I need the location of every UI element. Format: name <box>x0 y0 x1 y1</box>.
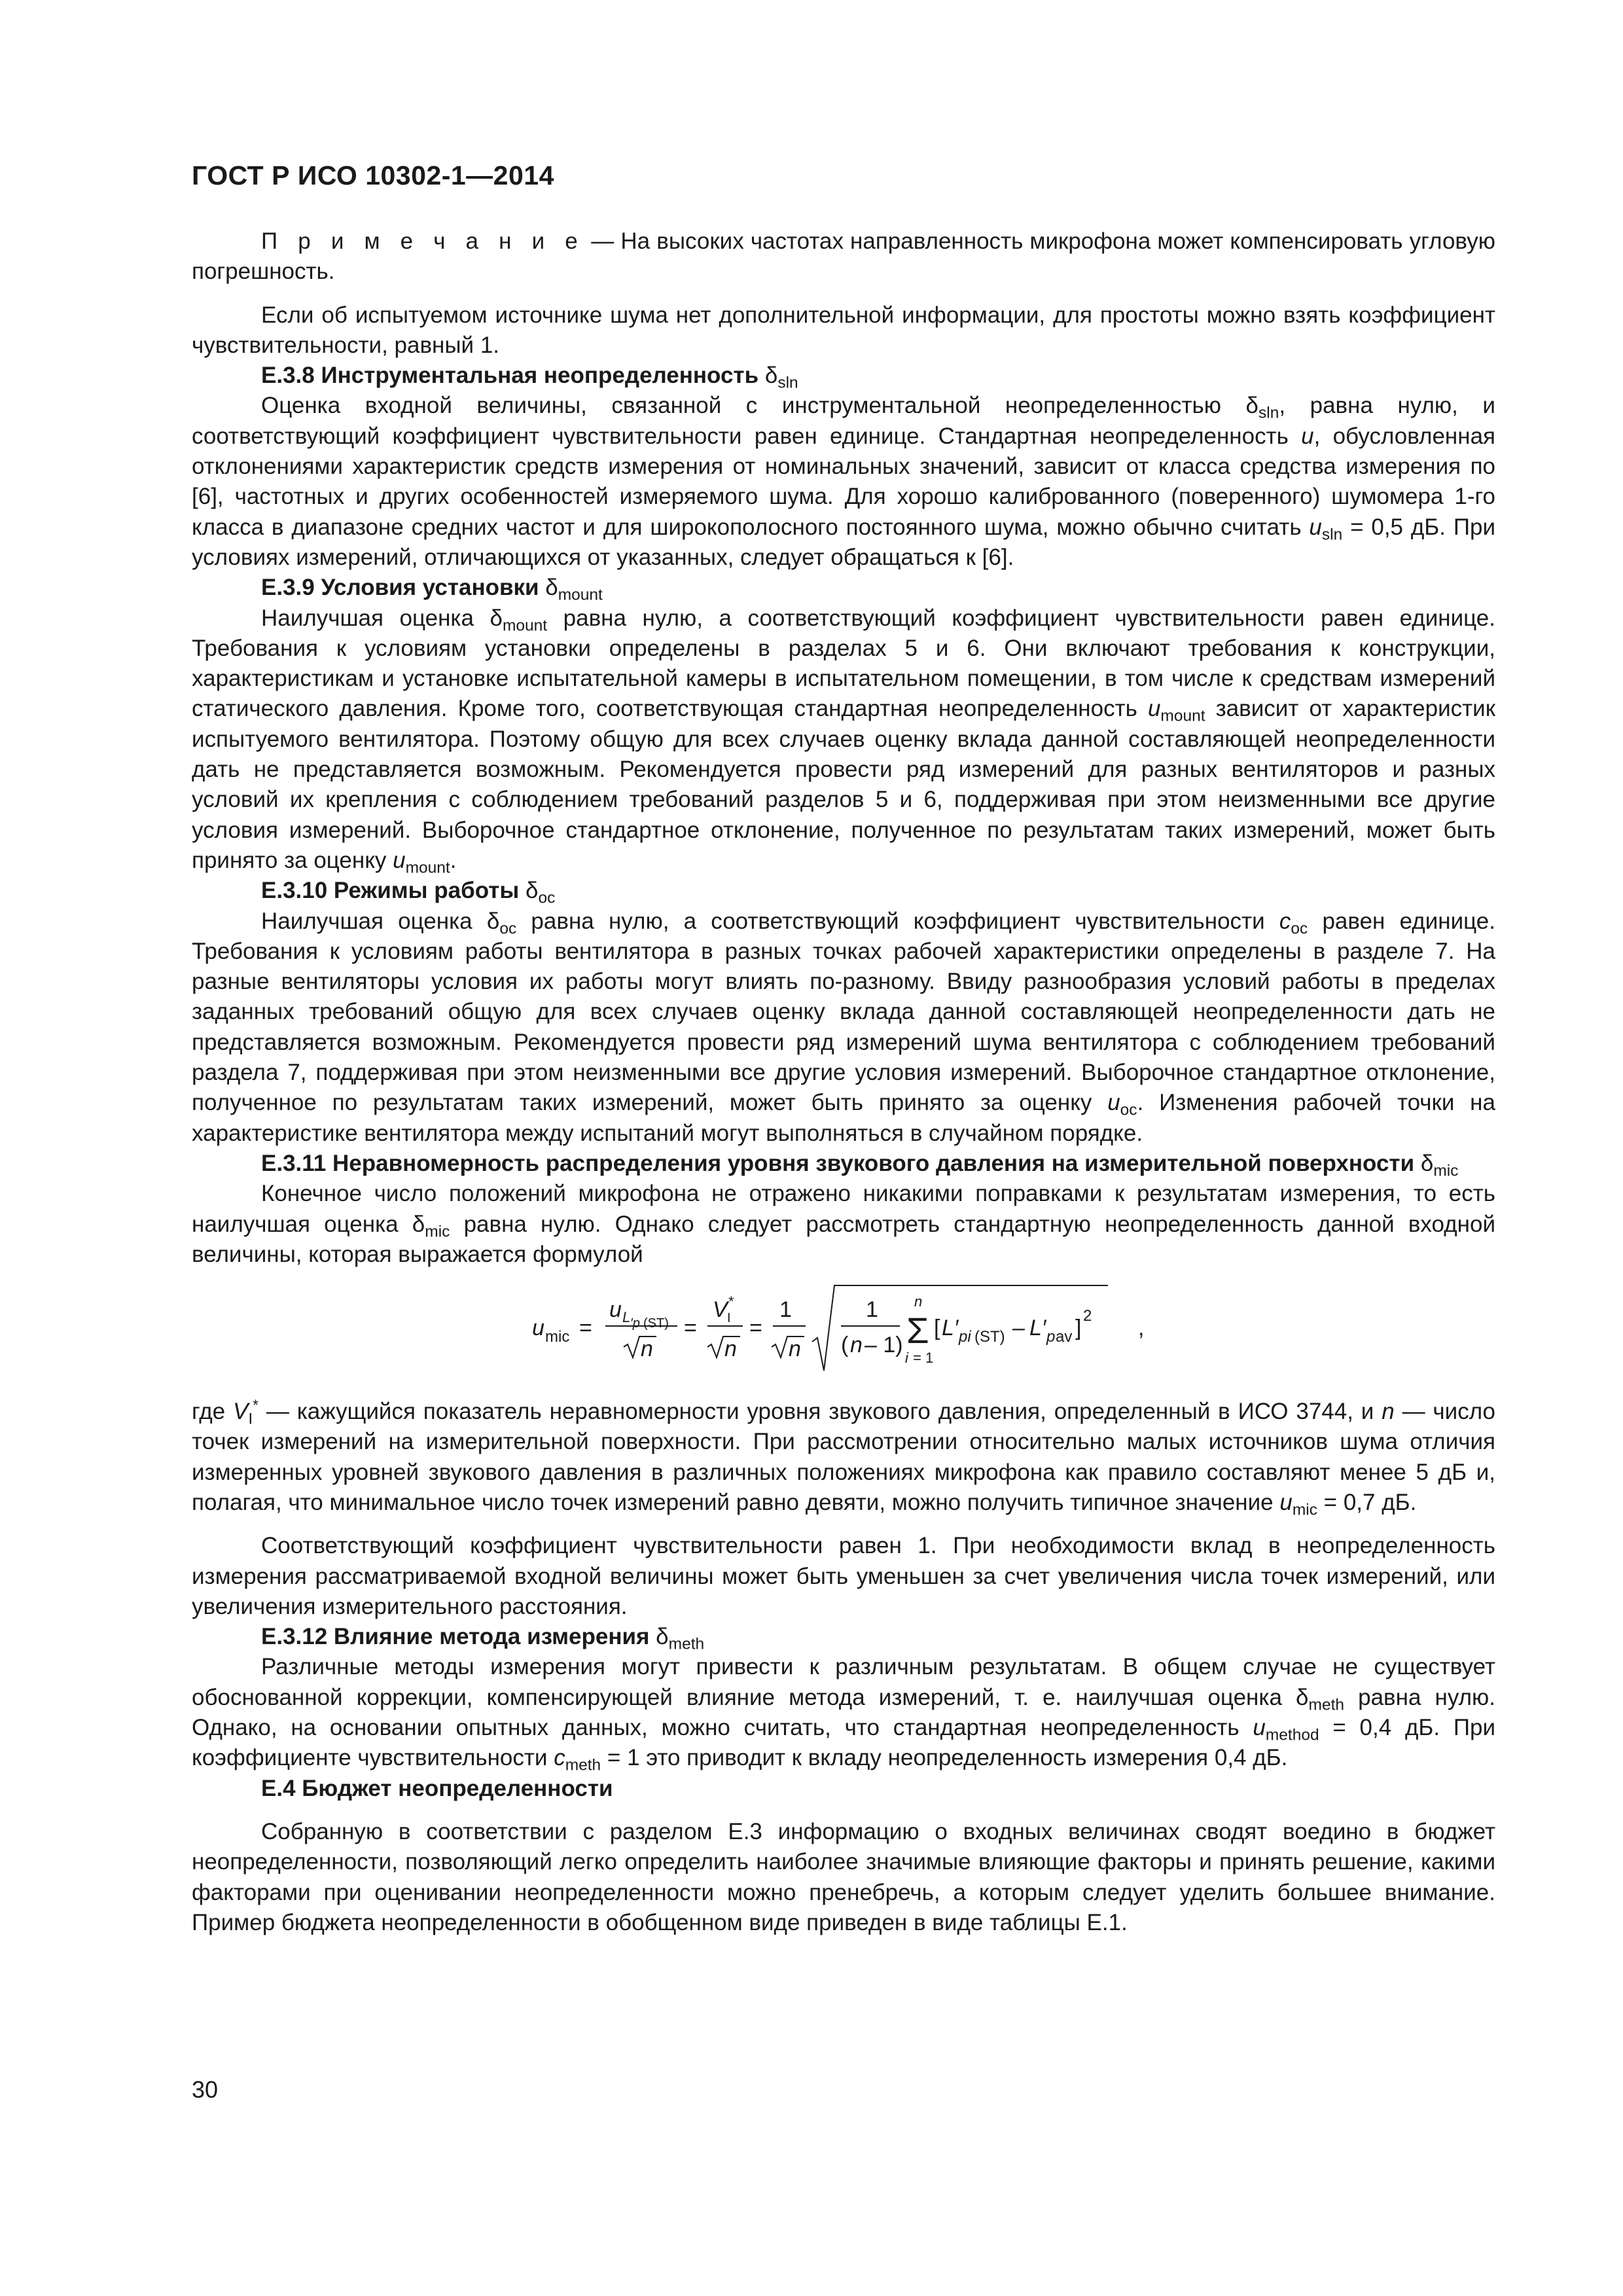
svg-text:=: = <box>684 1316 697 1341</box>
svg-text:i: i <box>905 1350 908 1367</box>
section-e4-heading: Е.4 Бюджет неопределенности <box>261 1775 613 1801</box>
svg-text:2: 2 <box>1083 1307 1092 1325</box>
svg-text:= 1: = 1 <box>913 1350 934 1367</box>
e312-text-2: равна нулю. Однако, на основании опытных данных, можно считать, что стандартная неопределенность <box>192 1684 1495 1741</box>
formula-where-paragraph: где $V_I^*$ — кажущийся показатель неравномерности уровня звукового давления, определенный в ИСО 3744, и n — число точек измерений на измерительной поверхности. При рассмотрении относительно малых источников шума отличия измеренных уровней звукового давления в различных положениях микрофона как правило составляют менее 5 дБ и, полагая, что минимальное число точек измерений равно девяти, можно получить типичное значение $u_{mic} = 0,7$ дБ. <box>192 1396 1496 1519</box>
svg-text:pi: pi <box>959 1328 971 1346</box>
note-label: П р и м е ч а н и е <box>261 228 585 254</box>
section-e4-paragraph: Собранную в соответствии с разделом Е.3 информацию о входных величинах сводят воедино в бюджет неопределенности, позволяющий легко определить наиболее значимые влияющие факторы и принять решение, какими факторами при оценивании неопределенности можно пренебречь, а которым следует уделить большее внимание. Пример бюджета неопределенности в обобщенном виде приведен в виде таблицы Е.1. <box>192 1818 1495 1935</box>
e38-text-4: = 0,5 дБ. При условиях измерений, отличающихся от указанных, следует обращаться к [6]. <box>192 514 1496 570</box>
e312-text-4: = 1 это приводит к вкладу неопределенность измерения 0,4 дБ. <box>601 1745 1288 1771</box>
e310-text-3: равен единице. Требования к условиям работы вентилятора в разных точках рабочей характеристики определены в разделе 7. На разные вентиляторы условия их работы могут влиять по-разному. Ввиду разнообразия условий работы в пределах заданных требований общую для всех случаев оценку вклада данной составляющей неопределенности дать не представляется возможным. Рекомендуется провести ряд измерений шума вентилятора с соблюдением требований раздела 7, поддерживая при этом неизменными все другие условия измерений. Выборочное стандартное отклонение, полученное по результатам таких измерений, может быть принято за оценку <box>192 908 1495 1116</box>
section-e38-paragraph: Оценка входной величины, связанной с инструментальной неопределенностью $\delta_{sln}$, равна нулю, и соответствующий коэффициент чувствительности равен единице. Стандартная неопределенность u, обусловленная отклонениями характеристик средств измерения от номинальных значений, зависит от класса средства измерения по [6], частотных и других особенностей измеряемого шума. Для хорошо калиброванного (поверенного) шумомера 1-го класса в диапазоне средних частот и для широкополосного постоянного шума, можно обычно считать $u_{sln} = 0,5$ дБ. При условиях измерений, отличающихся от указанных, следует обращаться к [6]. <box>192 393 1496 570</box>
svg-text:n: n <box>724 1336 737 1362</box>
u-mic-formula <box>532 1279 1383 1377</box>
page-number: 30 <box>192 2076 219 2103</box>
svg-text:1: 1 <box>779 1297 792 1323</box>
svg-text:(: ( <box>841 1333 849 1358</box>
where-text-2: — число точек измерений на измерительной поверхности. При рассмотрении относительно малых источников шума отличия измеренных уровней звукового давления в различных положениях микрофона как правило составляют менее 5 дБ и, полагая, что минимальное число точек измерений равно девяти, можно получить типичное значение <box>192 1399 1496 1515</box>
svg-text:– 1): – 1) <box>865 1333 903 1358</box>
section-e311-heading: Е.3.11 Неравномерность распределения уровня звукового давления на измерительной поверхности $\delta_{mic}$ <box>261 1150 1459 1180</box>
svg-text:=: = <box>579 1316 592 1341</box>
svg-text:p: p <box>1046 1328 1056 1346</box>
intro-paragraph: Если об испытуемом источнике шума нет дополнительной информации, для простоты можно взять коэффициент чувствительности, равный 1. <box>192 302 1495 358</box>
svg-text:*: * <box>728 1293 734 1310</box>
page-content <box>192 226 1495 1938</box>
e311-text-1: Конечное число положений микрофона не отражено никакими поправками к результатам измерения, то есть наилучшая оценка <box>192 1181 1495 1237</box>
svg-text:,: , <box>1138 1316 1145 1341</box>
e310-text-4: . Изменения рабочей точки на характеристике вентилятора между испытаний могут выполняться в случайном порядке. <box>192 1090 1495 1146</box>
sensitivity-paragraph: Соответствующий коэффициент чувствительности равен 1. При необходимости вклад в неопределенность измерения рассматриваемой входной величины может быть уменьшен за счет увеличения числа точек измерений, или увеличения измерительного расстояния. <box>192 1533 1495 1619</box>
svg-text:u: u <box>532 1316 544 1341</box>
svg-text:n: n <box>641 1336 653 1362</box>
section-e39-paragraph: Наилучшая оценка $\delta_{mount}$ равна нулю, а соответствующий коэффициент чувствительности равен единице. Требования к условиям установки определены в разделах 5 и 6. Они включают требования к конструкции, характеристикам и установке испытательной камеры в испытательном помещении, в том числе к средствам измерений статического давления. Кроме того, соответствующая стандартная неопределенность $u_{mount}$ зависит от характеристик испытуемого вентилятора. Поэтому общую для всех случаев оценку вклада данной составляющей неопределенности дать не представляется возможным. Рекомендуется провести ряд измерений для разных вентиляторов и разных условий их крепления с соблюдением требований разделов 5 и 6, поддерживая при этом неизменными все другие условия измерений. Выборочное стандартное отклонение, полученное по результатам таких измерений, может быть принято за оценку $u_{mount}$. <box>192 605 1496 877</box>
section-e39-heading: Е.3.9 Условия установки $\delta_{mount}$ <box>261 575 603 604</box>
svg-text:L′: L′ <box>942 1316 959 1341</box>
e39-text-2: равна нулю, а соответствующий коэффициент чувствительности равен единице. Требования к условиям установки определены в разделах 5 и 6. Они включают требования к конструкции, характеристикам и установке испытательной камеры в испытательном помещении, в том числе к средствам измерений статического давления. Кроме того, соответствующая стандартная неопределенность <box>192 605 1495 722</box>
section-e310-heading: Е.3.10 Режимы работы $\delta_{oc}$ <box>261 878 556 907</box>
svg-text:n: n <box>914 1293 923 1310</box>
svg-text:u: u <box>609 1297 622 1323</box>
document-header: ГОСТ Р ИСО 10302-1—2014 <box>192 160 554 190</box>
e38-text-3: , обусловленная отклонениями характеристик средств измерения от номинальных значений, зависит от класса средства измерения по [6], частотных и других особенностей измеряемого шума. Для хорошо калиброванного (поверенного) шумомера 1-го класса в диапазоне средних частот и для широкополосного постоянного шума, можно обычно считать <box>192 423 1495 540</box>
svg-text:]: ] <box>1075 1316 1082 1341</box>
where-text-3: = 0,7 дБ. <box>1317 1489 1417 1515</box>
formula-row <box>192 1279 1495 1377</box>
svg-text:′p: ′p <box>630 1316 640 1331</box>
svg-text:L: L <box>622 1309 631 1326</box>
svg-text:mic: mic <box>545 1328 570 1346</box>
section-e38-heading: Е.3.8 Инструментальная неопределенность $\delta_{sln}$ <box>261 363 798 392</box>
svg-text:(ST): (ST) <box>974 1328 1005 1346</box>
section-e38-title: Е.3.8 Инструментальная неопределенность <box>261 363 759 389</box>
svg-text:[: [ <box>934 1316 940 1341</box>
svg-text:n: n <box>850 1333 863 1358</box>
svg-text:–: – <box>1012 1316 1025 1341</box>
svg-text:I: I <box>727 1311 731 1326</box>
e312-text-3: = 0,4 дБ. При коэффициенте чувствительности <box>192 1715 1495 1771</box>
section-e311-title: Е.3.11 Неравномерность распределения уровня звукового давления на измерительной поверхности <box>261 1150 1415 1176</box>
e39-text-3: зависит от характеристик испытуемого вентилятора. Поэтому общую для всех случаев оценку вклада данной составляющей неопределенности дать не представляется возможным. Рекомендуется провести ряд измерений для разных вентиляторов и разных условий их крепления с соблюдением требований разделов 5 и 6, поддерживая при этом неизменными все другие условия измерений. Выборочное стандартное отклонение, полученное по результатам таких измерений, может быть принято за оценку <box>192 696 1496 873</box>
section-e312-heading: Е.3.12 Влияние метода измерения $\delta_{meth}$ <box>261 1624 705 1653</box>
section-e39-title: Е.3.9 Условия установки <box>261 575 539 601</box>
e312-text-1: Различные методы измерения могут привести к различным результатам. В общем случае не существует обоснованной коррекции, компенсирующей влияние метода измерений, т. е. наилучшая оценка <box>192 1654 1495 1710</box>
e39-text-1: Наилучшая оценка <box>261 605 474 631</box>
section-e311-paragraph: Конечное число положений микрофона не отражено никакими поправками к результатам измерения, то есть наилучшая оценка $\delta_{mic}$ равна нулю. Однако следует рассмотреть стандартную неопределенность данной входной величины, которая выражается формулой <box>192 1181 1495 1267</box>
e39-text-4: . <box>450 847 457 873</box>
note-text: — На высоких частотах направленность микрофона может компенсировать угловую погрешность. <box>192 228 1495 285</box>
section-e310-paragraph: Наилучшая оценка $\delta_{oc}$ равна нулю, а соответствующий коэффициент чувствительности $c_{oc}$ равен единице. Требования к условиям работы вентилятора в разных точках рабочей характеристики определены в разделе 7. На разные вентиляторы условия их работы могут влиять по-разному. Ввиду разнообразия условий работы в пределах заданных требований общую для всех случаев оценку вклада данной составляющей неопределенности дать не представляется возможным. Рекомендуется провести ряд измерений шума вентилятора с соблюдением требований раздела 7, поддерживая при этом неизменными все другие условия измерений. Выборочное стандартное отклонение, полученное по результатам таких измерений, может быть принято за оценку $u_{oc}$. Изменения рабочей точки на характеристике вентилятора между испытаний могут выполняться в случайном порядке. <box>192 908 1495 1146</box>
svg-text:1: 1 <box>866 1297 878 1323</box>
svg-text:=: = <box>749 1316 762 1341</box>
svg-text:av: av <box>1056 1328 1073 1346</box>
svg-text:Σ: Σ <box>906 1310 929 1352</box>
svg-text:(ST): (ST) <box>643 1316 669 1331</box>
svg-text:V: V <box>713 1297 728 1323</box>
svg-text:n: n <box>789 1336 801 1362</box>
section-e312-paragraph: Различные методы измерения могут привести к различным результатам. В общем случае не существует обоснованной коррекции, компенсирующей влияние метода измерений, т. е. наилучшая оценка $\delta_{meth}$ равна нулю. Однако, на основании опытных данных, можно считать, что стандартная неопределенность $u_{method} = 0,4$ дБ. При коэффициенте чувствительности $c_{meth} = 1$ это приводит к вкладу неопределенность измерения 0,4 дБ. <box>192 1654 1495 1774</box>
where-text-1: — кажущийся показатель неравномерности уровня звукового давления, определенный в ИСО 3744, и <box>258 1399 1374 1425</box>
section-e312-title: Е.3.12 Влияние метода измерения <box>261 1624 650 1650</box>
e38-text-1: Оценка входной величины, связанной с инструментальной неопределенностью <box>261 393 1222 419</box>
e38-text-2: , равна нулю, и соответствующий коэффициент чувствительности равен единице. Стандартная неопределенность <box>192 393 1495 449</box>
svg-text:L′: L′ <box>1029 1316 1046 1341</box>
e310-text-1: Наилучшая оценка <box>261 908 473 934</box>
e310-text-2: равна нулю, а соответствующий коэффициент чувствительности <box>516 908 1265 934</box>
section-e310-title: Е.3.10 Режимы работы <box>261 878 520 904</box>
note-paragraph <box>192 226 1495 287</box>
e311-text-2: равна нулю. Однако следует рассмотреть стандартную неопределенность данной входной величины, которая выражается формулой <box>192 1211 1495 1267</box>
